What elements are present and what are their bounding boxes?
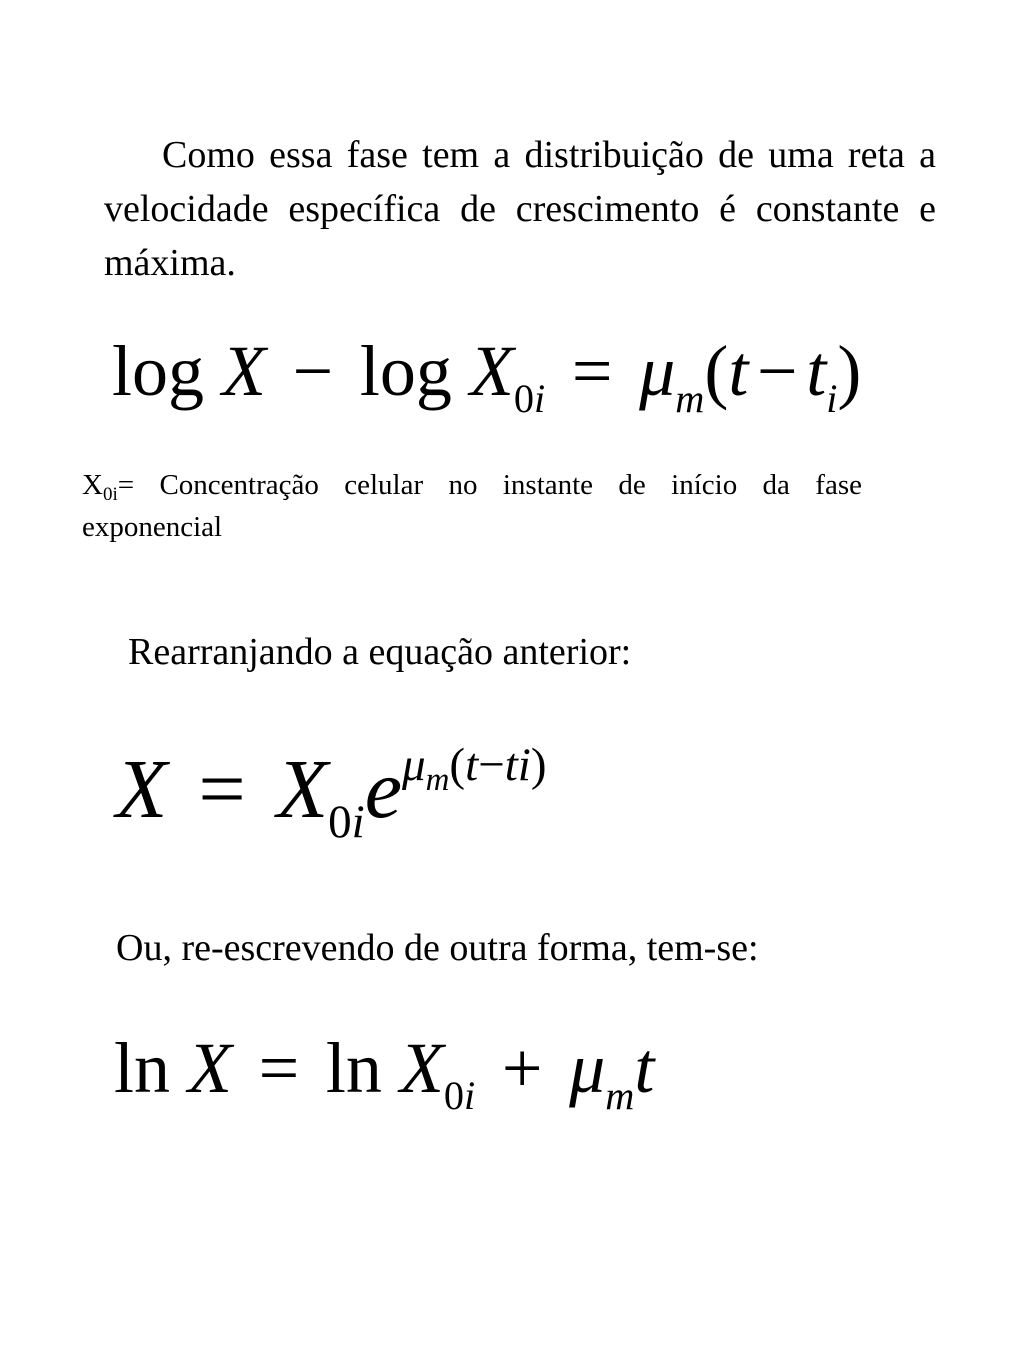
subscript-m: m [605, 1072, 635, 1118]
subscript-0i: 0i [513, 375, 546, 421]
left-paren: ( [704, 331, 729, 411]
minus-sign: − [478, 739, 505, 792]
equation-ln [114, 1028, 655, 1118]
rewriting-caption: Ou, re-escrevendo de outra forma, tem-se: [116, 927, 759, 969]
subscript-0i: 0i [443, 1072, 476, 1118]
log-function: log [112, 331, 205, 411]
note-text: = Concentração celular no instante de início da fase exponencial [82, 469, 862, 543]
equals-sign: = [198, 743, 246, 836]
mu-symbol: μ [569, 1028, 606, 1108]
ln-function: ln [325, 1028, 382, 1108]
variable-x: X [469, 331, 514, 411]
rearranging-caption: Rearranjando a equação anterior: [128, 631, 632, 673]
euler-e: e [364, 743, 403, 836]
mu-symbol: μ [402, 739, 426, 792]
definition-note [82, 466, 862, 546]
log-function: log [359, 331, 452, 411]
minus-sign: − [756, 331, 798, 411]
variable-t: t [728, 331, 749, 411]
note-subscript: 0i [102, 484, 118, 505]
subscript-0i: 0i [328, 795, 365, 848]
variable-x: X [222, 331, 266, 411]
right-paren: ) [837, 331, 862, 411]
equation-log [112, 331, 862, 421]
note-symbol: X [82, 469, 103, 501]
equals-sign: = [258, 1028, 300, 1108]
equals-sign: = [571, 331, 613, 411]
variable-t: t [806, 331, 827, 411]
subscript-m: m [425, 762, 450, 799]
right-paren: ) [530, 739, 547, 792]
plus-sign: + [501, 1028, 543, 1108]
ln-function: ln [114, 1028, 171, 1108]
left-paren: ( [449, 739, 466, 792]
subscript-m: m [675, 375, 705, 421]
minus-sign: − [292, 331, 334, 411]
variable-t: t [465, 739, 479, 792]
variable-x: X [116, 743, 168, 836]
intro-paragraph: Como essa fase tem a distribuição de uma reta a velocidade específica de crescimento é constante e máxima. [104, 134, 936, 284]
subscript-i: i [826, 375, 838, 421]
variable-ti: ti [504, 739, 531, 792]
mu-symbol: μ [639, 331, 676, 411]
equation-exponential [116, 739, 547, 848]
variable-x: X [188, 1028, 232, 1108]
exponent [402, 739, 547, 799]
variable-x: X [276, 743, 329, 836]
variable-t: t [634, 1028, 655, 1108]
variable-x: X [399, 1028, 444, 1108]
